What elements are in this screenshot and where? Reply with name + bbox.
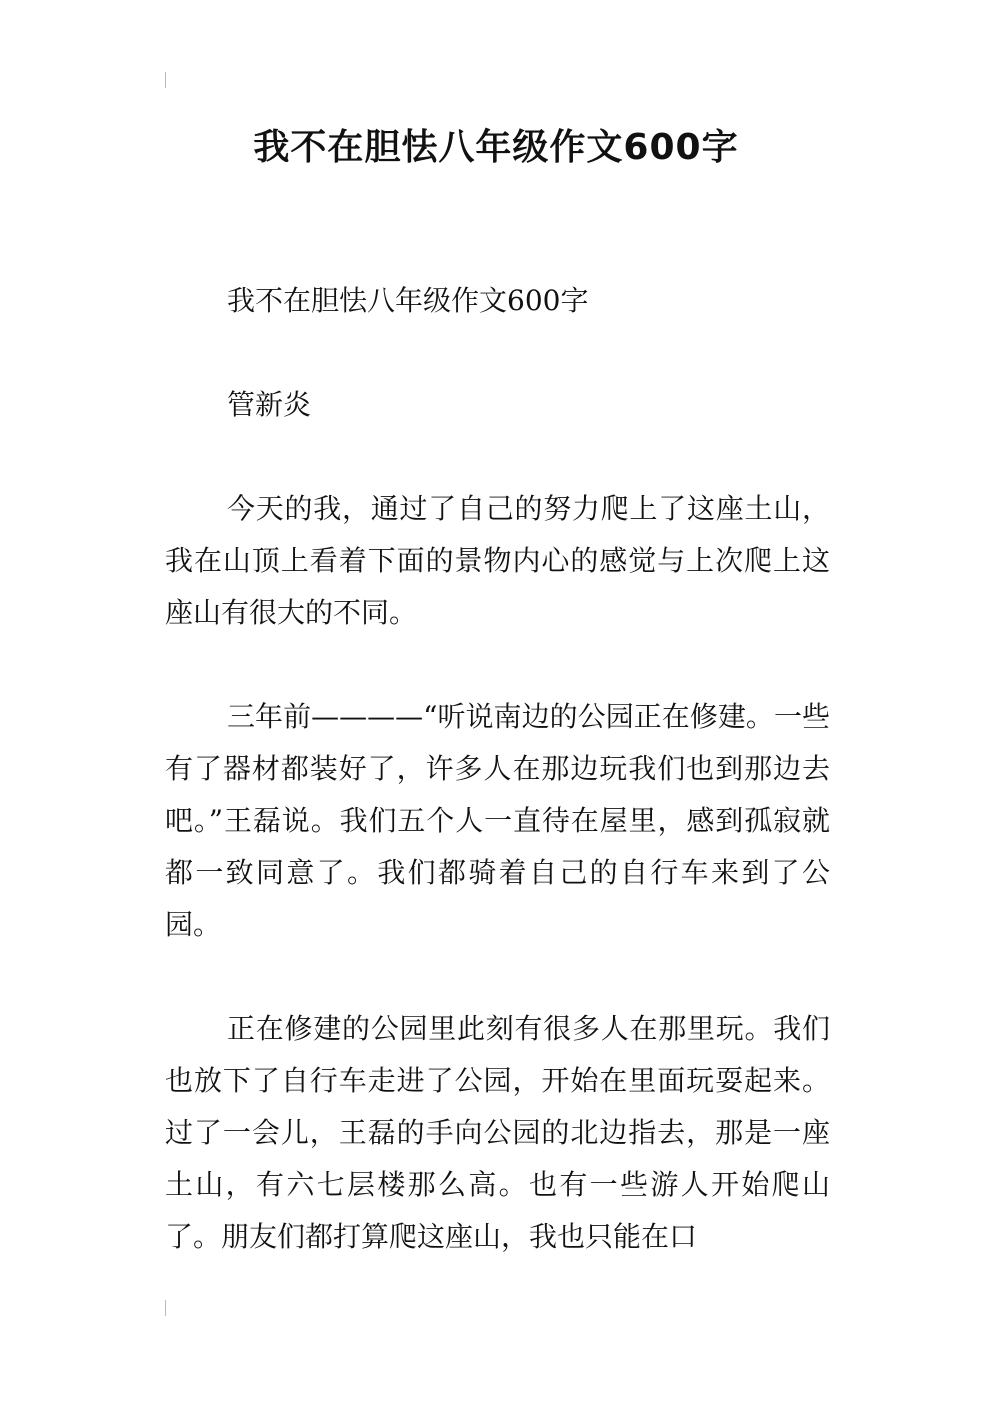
paragraph: 今天的我，通过了自己的努力爬上了这座土山，我在山顶上看着下面的景物内心的感觉与上次爬上这座山有很大的不同。 [165,492,830,629]
paragraph: 三年前————“听说南边的公园正在修建。一些有了器材都装好了，许多人在那边玩我们也到那边去吧。”王磊说。我们五个人一直待在屋里，感到孤寂就都一致同意了。我们都骑着自己的自行车来到了公园。 [165,700,830,941]
page-corner-mark-top [165,72,166,88]
document-title: 我不在胆怯八年级作文600字 [253,127,739,168]
document-body [165,275,830,1315]
author-name: 管新炎 [227,388,312,421]
subtitle: 我不在胆怯八年级作文600字 [227,284,589,317]
paragraph: 正在修建的公园里此刻有很多人在那里玩。我们也放下了自行车走进了公园，开始在里面玩耍起来。过了一会儿，王磊的手向公园的北边指去，那是一座土山，有六七层楼那么高。也有一些游人开始爬山了。朋友们都打算爬这座山，我也只能在口 [165,1012,830,1253]
